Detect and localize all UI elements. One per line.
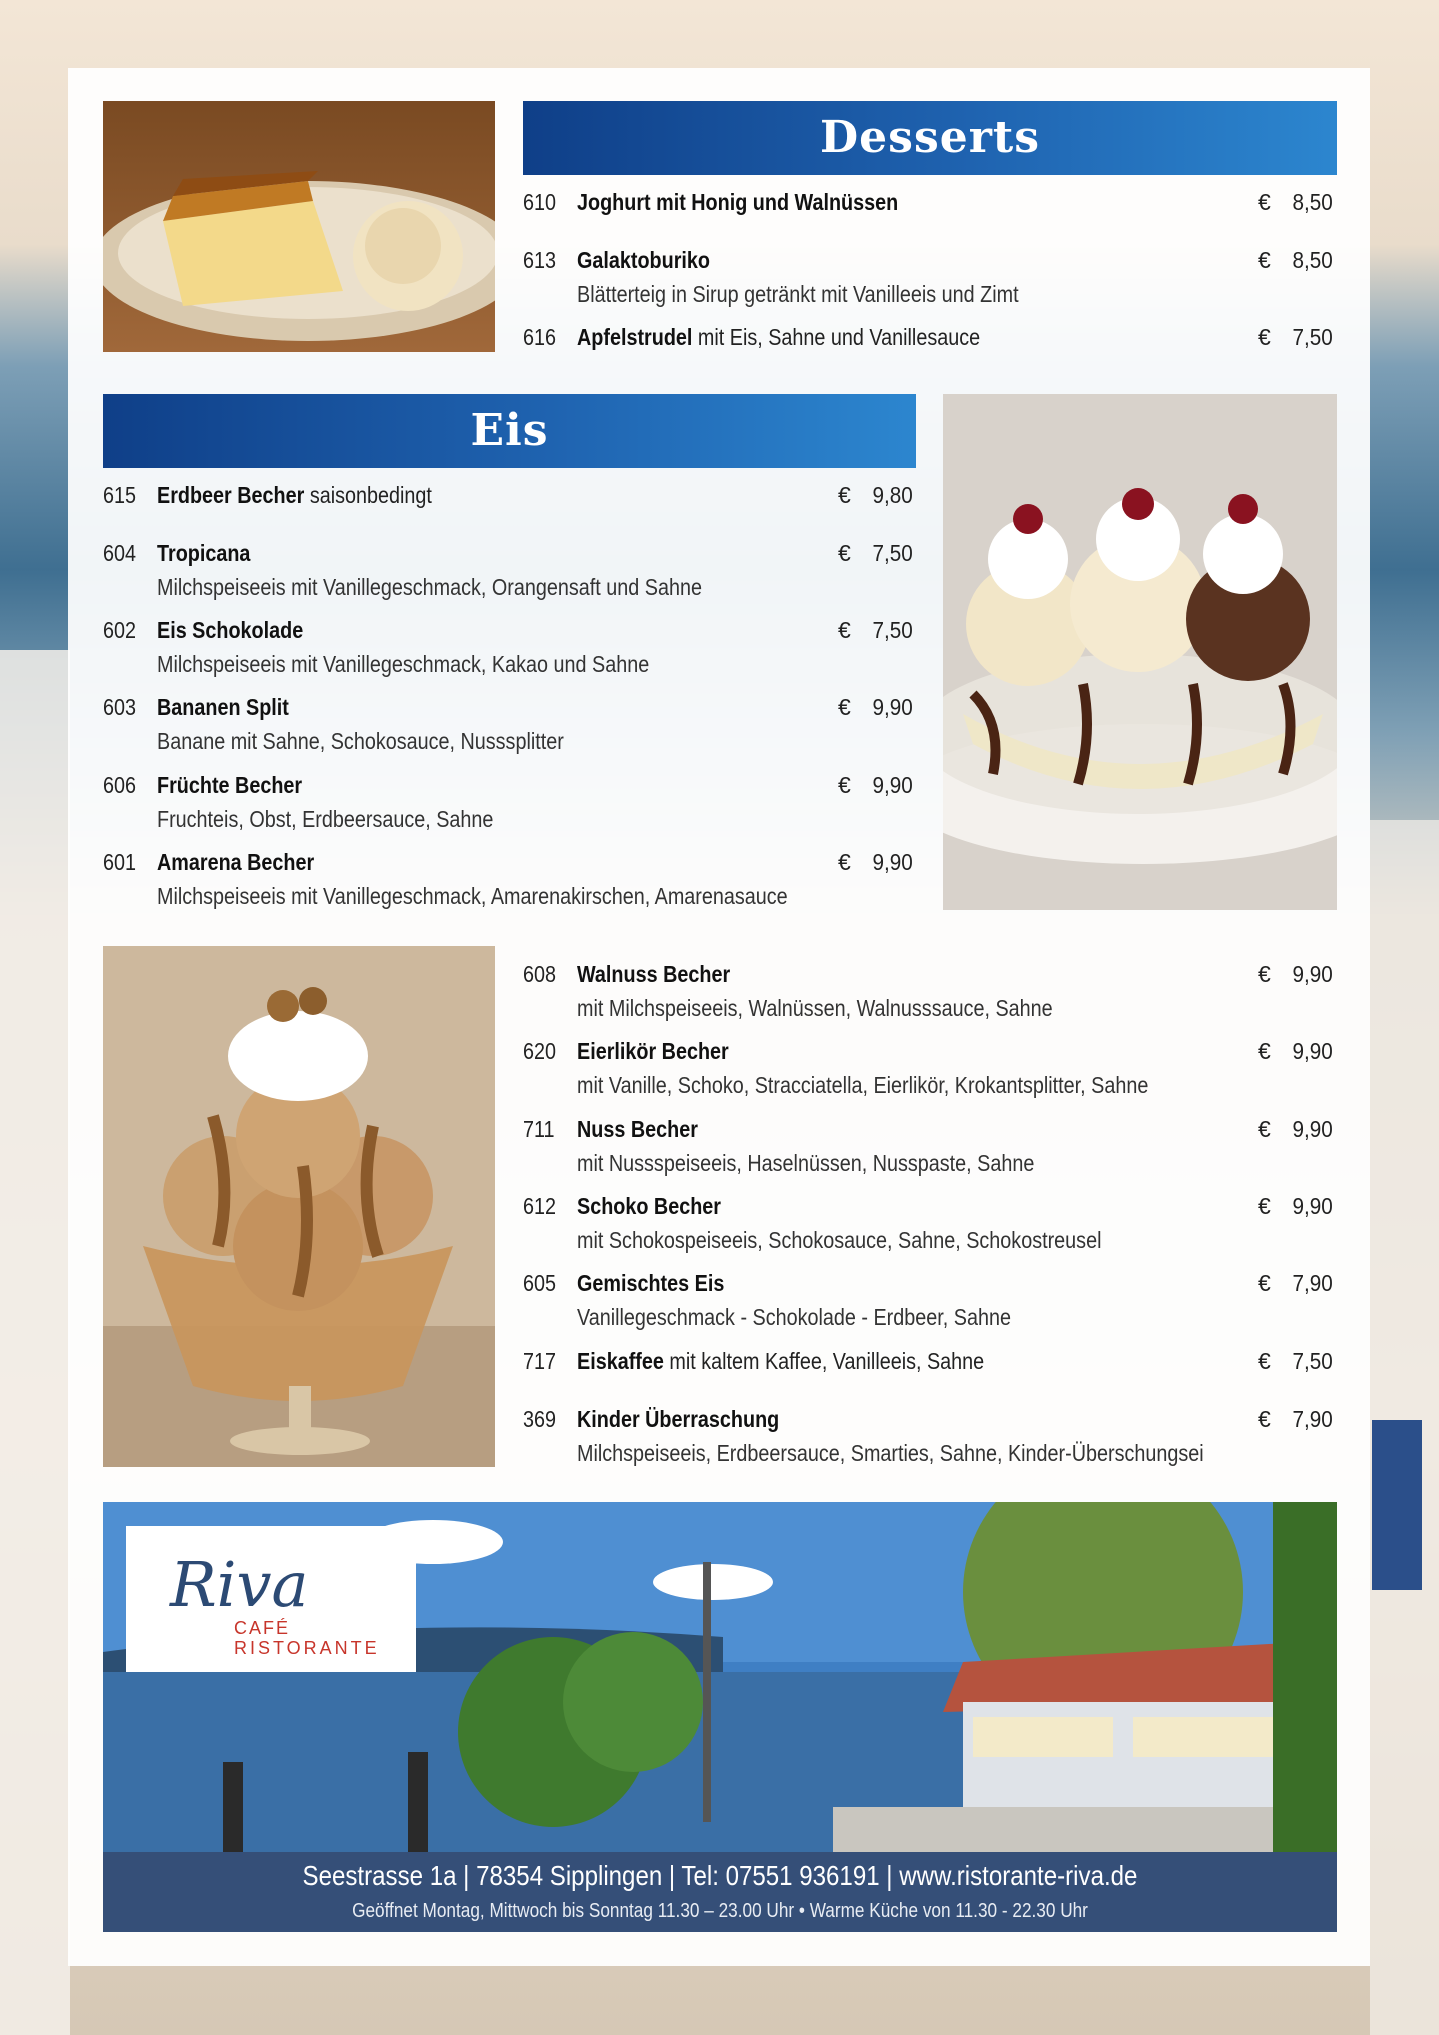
item-price: 9,90 bbox=[1292, 1038, 1333, 1064]
item-title bbox=[577, 189, 898, 216]
restaurant-photo bbox=[103, 1502, 1337, 1852]
opening-hours: Geöffnet Montag, Mittwoch bis Sonntag 11.30 – 23.00 Uhr • Warme Küche von 11.30 - 22.30 Uhr bbox=[352, 1900, 1088, 1922]
item-currency: € bbox=[1258, 1116, 1271, 1142]
item-price: 7,50 bbox=[872, 540, 913, 566]
item-number: 612 bbox=[523, 1193, 557, 1219]
item-title bbox=[577, 1116, 698, 1143]
item-description: Fruchteis, Obst, Erdbeersauce, Sahne bbox=[157, 806, 494, 832]
item-price: 7,50 bbox=[1292, 324, 1333, 350]
item-name: Apfelstrudel bbox=[577, 324, 693, 350]
menu-sheet bbox=[68, 68, 1370, 1966]
logo-cafe: CAFÉ bbox=[234, 1618, 291, 1638]
contact-footer bbox=[103, 1852, 1337, 1932]
item-extra: mit kaltem Kaffee, Vanilleeis, Sahne bbox=[663, 1348, 985, 1374]
item-name: Erdbeer Becher bbox=[157, 482, 305, 508]
item-title bbox=[577, 247, 710, 274]
item-title bbox=[577, 324, 980, 351]
item-number: 615 bbox=[103, 482, 137, 508]
item-name: Tropicana bbox=[157, 540, 251, 566]
item-number: 601 bbox=[103, 849, 137, 875]
item-currency: € bbox=[1258, 324, 1271, 350]
riva-logo bbox=[126, 1526, 416, 1672]
item-number: 603 bbox=[103, 694, 137, 720]
item-price: 8,50 bbox=[1292, 189, 1333, 215]
item-number: 369 bbox=[523, 1406, 557, 1432]
item-currency: € bbox=[838, 849, 851, 875]
item-number: 620 bbox=[523, 1038, 557, 1064]
item-currency: € bbox=[838, 540, 851, 566]
item-name: Nuss Becher bbox=[577, 1116, 698, 1142]
item-name: Walnuss Becher bbox=[577, 961, 731, 987]
item-currency: € bbox=[1258, 1038, 1271, 1064]
item-price: 9,90 bbox=[1292, 1116, 1333, 1142]
item-name: Gemischtes Eis bbox=[577, 1270, 725, 1296]
item-name: Früchte Becher bbox=[157, 772, 303, 798]
item-extra: mit Eis, Sahne und Vanillesauce bbox=[692, 324, 981, 350]
item-name: Eiskaffee bbox=[577, 1348, 664, 1374]
desserts-list bbox=[523, 189, 1333, 359]
item-description: Blätterteig in Sirup getränkt mit Vanilleeis und Zimt bbox=[577, 281, 1019, 307]
item-currency: € bbox=[1258, 1270, 1271, 1296]
item-name: Joghurt mit Honig und Walnüssen bbox=[577, 189, 899, 215]
item-description: Milchspeiseeis mit Vanillegeschmack, Amarenakirschen, Amarenasauce bbox=[157, 883, 788, 909]
item-price: 7,50 bbox=[872, 617, 913, 643]
item-currency: € bbox=[1258, 247, 1271, 273]
item-description: Vanillegeschmack - Schokolade - Erdbeer, Sahne bbox=[577, 1304, 1011, 1330]
item-number: 616 bbox=[523, 324, 557, 350]
item-title bbox=[577, 1270, 724, 1297]
item-price: 9,90 bbox=[872, 849, 913, 875]
item-name: Eis Schokolade bbox=[157, 617, 304, 643]
item-currency: € bbox=[838, 772, 851, 798]
walnut-sundae-photo bbox=[103, 946, 495, 1467]
item-currency: € bbox=[1258, 189, 1271, 215]
item-number: 604 bbox=[103, 540, 137, 566]
item-title bbox=[157, 694, 289, 721]
item-number: 606 bbox=[103, 772, 137, 798]
item-description: mit Vanille, Schoko, Stracciatella, Eierlikör, Krokantsplitter, Sahne bbox=[577, 1072, 1149, 1098]
item-price: 9,90 bbox=[872, 694, 913, 720]
item-title bbox=[577, 1406, 779, 1433]
logo-ristorante: RISTORANTE bbox=[234, 1638, 380, 1658]
background-door bbox=[1372, 1420, 1422, 1590]
item-number: 711 bbox=[523, 1116, 555, 1142]
item-price: 9,80 bbox=[872, 482, 913, 508]
item-extra: saisonbedingt bbox=[304, 482, 432, 508]
contact-address: Seestrasse 1a | 78354 Sipplingen | Tel: 07551 936191 | www.ristorante-riva.de bbox=[302, 1860, 1138, 1891]
item-description: Milchspeiseeis, Erdbeersauce, Smarties, Sahne, Kinder-Überschungsei bbox=[577, 1440, 1204, 1466]
item-price: 7,90 bbox=[1292, 1406, 1333, 1432]
item-title bbox=[157, 540, 250, 567]
item-title bbox=[577, 1348, 984, 1375]
becher-list bbox=[523, 961, 1333, 1471]
item-number: 605 bbox=[523, 1270, 557, 1296]
item-name: Eierlikör Becher bbox=[577, 1038, 729, 1064]
item-description: Banane mit Sahne, Schokosauce, Nusssplitter bbox=[157, 728, 564, 754]
item-price: 9,90 bbox=[872, 772, 913, 798]
desserts-heading: Desserts bbox=[523, 101, 1337, 175]
item-currency: € bbox=[838, 694, 851, 720]
item-price: 7,90 bbox=[1292, 1270, 1333, 1296]
item-number: 608 bbox=[523, 961, 557, 987]
item-currency: € bbox=[838, 482, 851, 508]
item-currency: € bbox=[1258, 961, 1271, 987]
item-currency: € bbox=[838, 617, 851, 643]
item-description: Milchspeiseeis mit Vanillegeschmack, Orangensaft und Sahne bbox=[157, 574, 702, 600]
item-price: 9,90 bbox=[1292, 961, 1333, 987]
item-title bbox=[157, 772, 302, 799]
eis-heading: Eis bbox=[103, 394, 916, 468]
item-description: mit Milchspeiseeis, Walnüssen, Walnusssauce, Sahne bbox=[577, 995, 1053, 1021]
item-title bbox=[577, 1038, 729, 1065]
item-price: 9,90 bbox=[1292, 1193, 1333, 1219]
item-name: Galaktoburiko bbox=[577, 247, 711, 273]
item-name: Bananen Split bbox=[157, 694, 289, 720]
item-title bbox=[577, 1193, 721, 1220]
eis-list bbox=[103, 482, 913, 922]
item-number: 613 bbox=[523, 247, 557, 273]
logo-wordmark: Riva bbox=[170, 1548, 309, 1621]
item-title bbox=[157, 849, 314, 876]
background-building bbox=[0, 650, 70, 2035]
item-currency: € bbox=[1258, 1406, 1271, 1432]
item-description: mit Nussspeiseeis, Haselnüssen, Nusspaste, Sahne bbox=[577, 1150, 1035, 1176]
item-price: 7,50 bbox=[1292, 1348, 1333, 1374]
item-number: 610 bbox=[523, 189, 557, 215]
item-currency: € bbox=[1258, 1348, 1271, 1374]
item-name: Schoko Becher bbox=[577, 1193, 722, 1219]
dessert-photo bbox=[103, 101, 495, 352]
item-price: 8,50 bbox=[1292, 247, 1333, 273]
item-title bbox=[577, 961, 730, 988]
item-number: 717 bbox=[523, 1348, 557, 1374]
item-title bbox=[157, 617, 303, 644]
item-description: mit Schokospeiseeis, Schokosauce, Sahne, Schokostreusel bbox=[577, 1227, 1102, 1253]
item-currency: € bbox=[1258, 1193, 1271, 1219]
item-number: 602 bbox=[103, 617, 137, 643]
item-title bbox=[157, 482, 432, 509]
banana-split-photo bbox=[943, 394, 1337, 910]
item-name: Kinder Überraschung bbox=[577, 1406, 780, 1432]
item-name: Amarena Becher bbox=[157, 849, 315, 875]
item-description: Milchspeiseeis mit Vanillegeschmack, Kakao und Sahne bbox=[157, 651, 650, 677]
